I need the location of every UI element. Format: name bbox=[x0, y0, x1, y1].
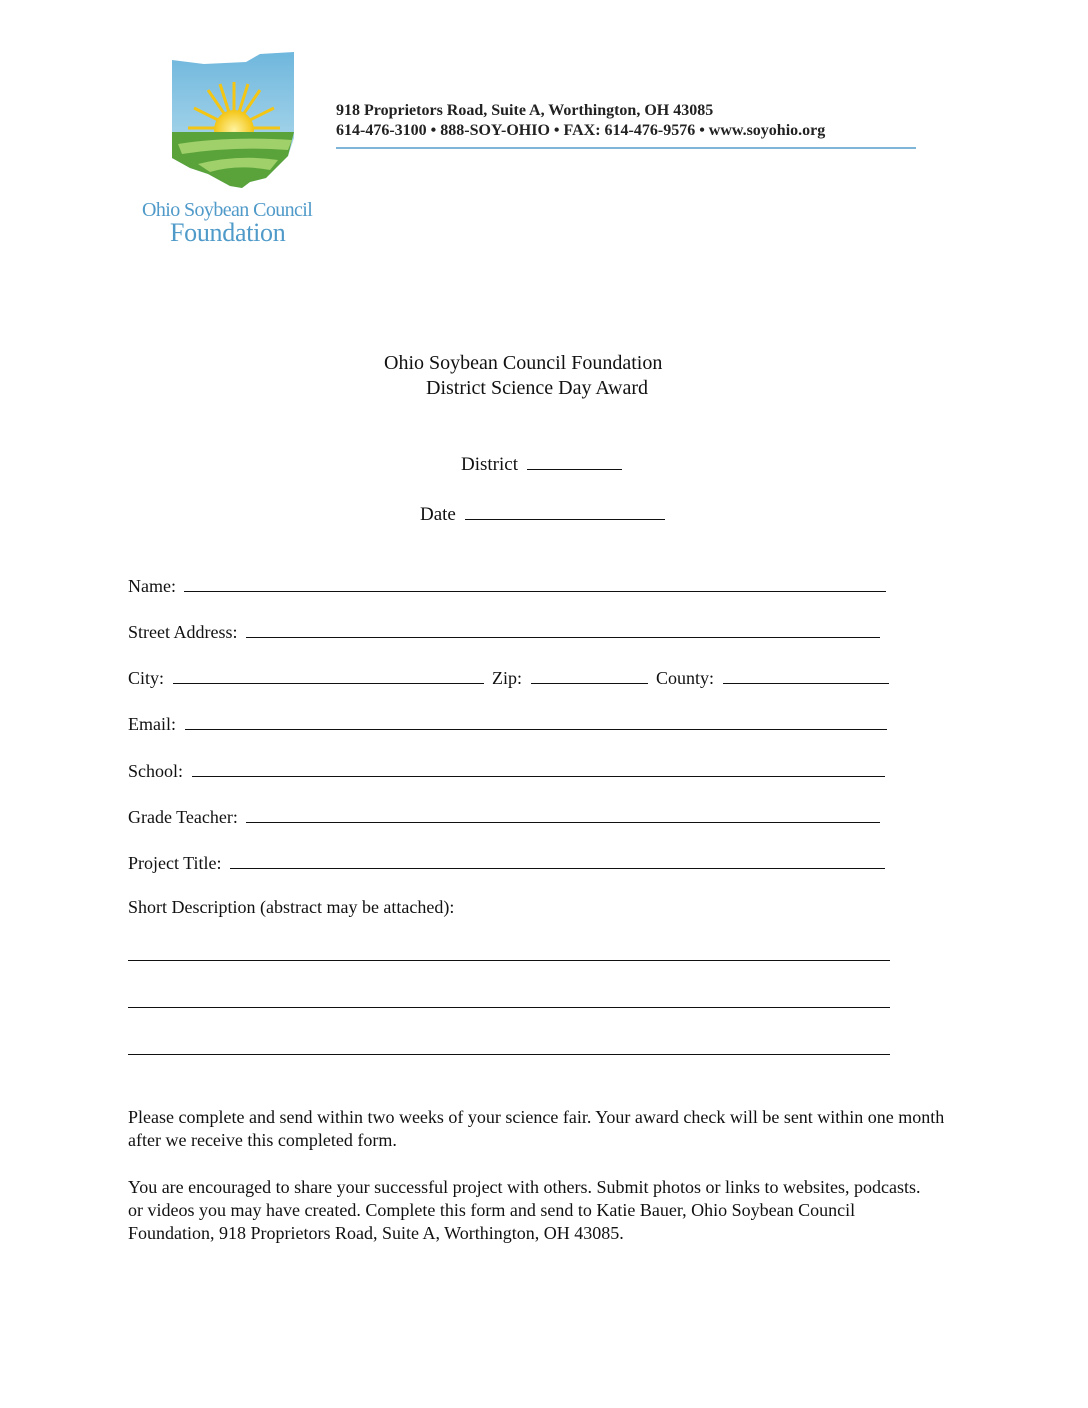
name-row bbox=[128, 574, 886, 597]
email-field[interactable] bbox=[185, 712, 887, 730]
zip-field[interactable] bbox=[531, 666, 648, 684]
short-description-label: Short Description (abstract may be attached): bbox=[128, 897, 455, 917]
grade-teacher-label: Grade Teacher: bbox=[128, 807, 238, 827]
logo-name-line1: Ohio Soybean Council bbox=[142, 199, 313, 221]
letterhead-divider bbox=[336, 147, 916, 149]
district-label: District bbox=[461, 454, 518, 475]
description-line-1[interactable] bbox=[128, 960, 890, 961]
school-label: School: bbox=[128, 761, 184, 781]
street-address-row bbox=[128, 620, 880, 643]
letterhead-contact: 614-476-3100 • 888-SOY-OHIO • FAX: 614-476-9576 • www.soyohio.org bbox=[336, 122, 826, 139]
city-field[interactable] bbox=[173, 666, 484, 684]
district-row bbox=[461, 452, 622, 476]
city-zip-county-row bbox=[128, 666, 889, 689]
grade-teacher-row bbox=[128, 805, 880, 828]
form-subtitle: District Science Day Award bbox=[426, 377, 648, 399]
district-field[interactable] bbox=[527, 452, 622, 470]
street-address-field[interactable] bbox=[246, 620, 880, 638]
project-title-label: Project Title: bbox=[128, 853, 222, 873]
name-label: Name: bbox=[128, 576, 176, 596]
description-line-3[interactable] bbox=[128, 1054, 890, 1055]
instructions-paragraph-1: Please complete and send within two weeks of your science fair. Your award check will be sent within one month after we receive this completed form. bbox=[128, 1107, 945, 1150]
county-field[interactable] bbox=[723, 666, 889, 684]
project-title-field[interactable] bbox=[230, 851, 885, 869]
email-row bbox=[128, 712, 887, 735]
name-field[interactable] bbox=[184, 574, 886, 592]
county-label: County: bbox=[656, 668, 715, 688]
instructions-paragraph-2: You are encouraged to share your successful project with others. Submit photos or links to websites, podcasts. or videos you may have created. Complete this form and send to Katie Bauer, Ohio Soybean Council Foundation, 918 Proprietors Road, Suite A, Worthington, OH 43085. bbox=[128, 1177, 921, 1243]
grade-teacher-field[interactable] bbox=[246, 805, 880, 823]
street-address-label: Street Address: bbox=[128, 622, 238, 642]
school-field[interactable] bbox=[192, 759, 885, 777]
logo-name-line2: Foundation bbox=[170, 218, 286, 247]
date-row bbox=[420, 502, 665, 526]
letterhead-address: 918 Proprietors Road, Suite A, Worthington, OH 43085 bbox=[336, 102, 714, 119]
form-title: Ohio Soybean Council Foundation bbox=[384, 352, 663, 374]
date-label: Date bbox=[420, 504, 456, 525]
zip-label: Zip: bbox=[492, 668, 523, 688]
school-row bbox=[128, 759, 885, 782]
description-line-2[interactable] bbox=[128, 1007, 890, 1008]
city-label: City: bbox=[128, 668, 165, 688]
email-label: Email: bbox=[128, 714, 176, 734]
date-field[interactable] bbox=[465, 502, 665, 520]
project-title-row bbox=[128, 851, 885, 874]
